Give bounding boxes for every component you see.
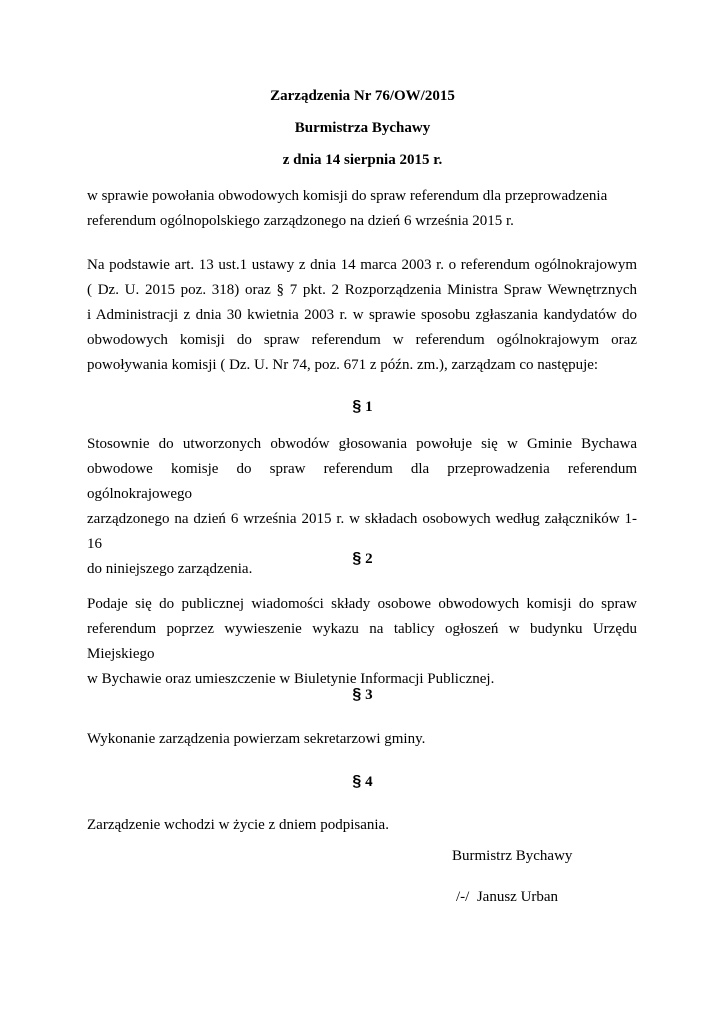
document-date: z dnia 14 sierpnia 2015 r. [282,152,443,168]
signature-role: Burmistrz Bychawy [452,848,573,864]
section-line: do niniejszego zarządzenia. [87,561,253,577]
section-line: zarządzonego na dzień 6 września 2015 r. w składach osobowych według załączników 1-16 [87,511,637,552]
subject-line: referendum ogólnopolskiego zarządzonego na dzień 6 września 2015 r. [87,213,514,229]
section-2-paragraph [87,592,637,692]
signature-name: /-/ Janusz Urban [456,889,559,905]
section-heading-2 [0,550,725,568]
section-heading-3 [0,686,725,704]
section-number: 1 [365,399,373,415]
basis-line: i Administracji z dnia 30 kwietnia 2003 r. w sprawie sposobu zgłaszania kandydatów do [87,307,637,323]
section-3-paragraph [87,727,637,752]
document-issuer: Burmistrza Bychawy [294,120,431,136]
section-line: w Bychawie oraz umieszczenie w Biuletynie Informacji Publicznej. [87,671,495,687]
legal-basis-paragraph [87,253,637,378]
section-heading-1 [0,398,725,416]
basis-line: Na podstawie art. 13 ust.1 ustawy z dnia 14 marca 2003 r. o referendum ogólnokrajowym [87,257,637,273]
section-number: 3 [365,687,373,703]
basis-line: ( Dz. U. 2015 poz. 318) oraz § 7 pkt. 2 Rozporządzenia Ministra Spraw Wewnętrznych [87,282,637,298]
section-number: 4 [365,774,373,790]
section-symbol: § [352,686,362,703]
section-symbol: § [352,773,362,790]
section-line: referendum poprzez wywieszenie wykazu na tablicy ogłoszeń w budynku Urzędu Miejskiego [87,621,637,662]
section-line: Podaje się do publicznej wiadomości składy osobowe obwodowych komisji do spraw [87,596,637,612]
basis-line: obwodowych komisji do spraw referendum w referendum ogólnokrajowym oraz [87,332,637,348]
section-heading-4 [0,773,725,791]
section-4-paragraph [87,813,637,838]
basis-line: powoływania komisji ( Dz. U. Nr 74, poz. 671 z późn. zm.), zarządzam co następuje: [87,357,599,373]
section-line: Wykonanie zarządzenia powierzam sekretarzowi gminy. [87,731,426,747]
section-number: 2 [365,551,373,567]
section-line: Zarządzenie wchodzi w życie z dniem podpisania. [87,817,389,833]
section-line: Stosownie do utworzonych obwodów głosowania powołuje się w Gminie Bychawa [87,436,637,452]
section-symbol: § [352,398,362,415]
subject-paragraph [87,184,637,234]
document-title: Zarządzenia Nr 76/OW/2015 [270,88,455,104]
section-symbol: § [352,550,362,567]
section-line: obwodowe komisje do spraw referendum dla przeprowadzenia referendum ogólnokrajowego [87,461,637,502]
subject-line: w sprawie powołania obwodowych komisji do spraw referendum dla przeprowadzenia [87,188,608,204]
